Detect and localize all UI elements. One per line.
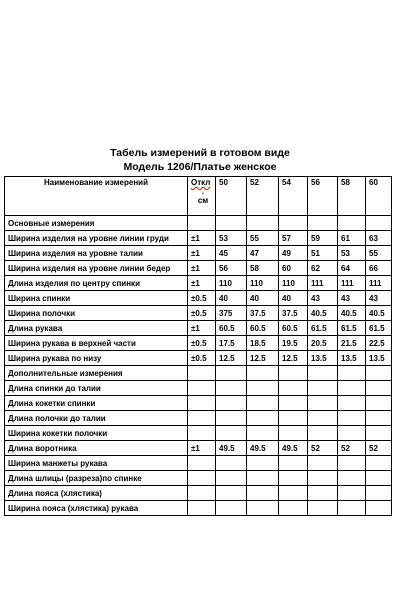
model-title: Модель 1206/Платье женское (123, 161, 277, 173)
size-value-cell: 61.5 (338, 321, 366, 336)
size-value-cell (279, 411, 308, 426)
table-row (5, 321, 392, 336)
size-value-cell: 60.5 (247, 321, 279, 336)
size-value-cell (216, 471, 247, 486)
tolerance-cell: ±0.5 (188, 291, 216, 306)
tolerance-cell (188, 366, 216, 381)
tolerance-cell (188, 486, 216, 501)
size-value-cell: 55 (366, 246, 392, 261)
size-value-cell (366, 411, 392, 426)
size-value-cell (279, 486, 308, 501)
measurement-name: Дополнительные измерения (5, 366, 188, 381)
measurement-name: Длина рукава (5, 321, 188, 336)
measurement-name: Длина полочки до талии (5, 411, 188, 426)
size-value-cell: 66 (366, 261, 392, 276)
size-value-cell (338, 396, 366, 411)
size-value-cell: 40.5 (338, 306, 366, 321)
tolerance-cell (188, 396, 216, 411)
size-value-cell (279, 396, 308, 411)
size-value-cell: 58 (247, 261, 279, 276)
tolerance-cell (188, 471, 216, 486)
size-value-cell (279, 456, 308, 471)
size-value-cell: 52 (366, 441, 392, 456)
size-value-cell (216, 426, 247, 441)
size-value-cell: 110 (247, 276, 279, 291)
size-value-cell: 60.5 (216, 321, 247, 336)
table-row (5, 411, 392, 426)
table-row (5, 396, 392, 411)
size-value-cell: 18.5 (247, 336, 279, 351)
size-value-cell: 56 (216, 261, 247, 276)
table-row (5, 471, 392, 486)
size-value-cell: 12.5 (279, 351, 308, 366)
tolerance-cell: ±1 (188, 321, 216, 336)
header-tolerance-unit: см (197, 196, 209, 205)
size-value-cell (366, 396, 392, 411)
table-row (5, 456, 392, 471)
size-value-cell: 37.5 (247, 306, 279, 321)
header-row (5, 177, 392, 216)
size-value-cell: 17.5 (216, 336, 247, 351)
size-value-cell: 20.5 (308, 336, 338, 351)
table-row (5, 381, 392, 396)
size-value-cell (308, 471, 338, 486)
size-value-cell: 110 (279, 276, 308, 291)
size-value-cell: 111 (366, 276, 392, 291)
table-row (5, 441, 392, 456)
tolerance-cell: ±1 (188, 246, 216, 261)
size-value-cell (247, 366, 279, 381)
size-value-cell: 111 (338, 276, 366, 291)
size-value-cell: 111 (308, 276, 338, 291)
section-row (5, 366, 392, 381)
size-value-cell: 63 (366, 231, 392, 246)
size-value-cell: 45 (216, 246, 247, 261)
measurement-name: Ширина полочки (5, 306, 188, 321)
size-value-cell: 37.5 (279, 306, 308, 321)
table-row (5, 336, 392, 351)
size-value-cell: 60 (279, 261, 308, 276)
size-value-cell (216, 216, 247, 231)
size-value-cell: 43 (366, 291, 392, 306)
size-value-cell (279, 366, 308, 381)
header-size: 54 (279, 177, 308, 216)
size-value-cell (338, 381, 366, 396)
size-value-cell: 53 (338, 246, 366, 261)
size-value-cell: 52 (308, 441, 338, 456)
size-value-cell: 12.5 (216, 351, 247, 366)
size-value-cell: 13.5 (366, 351, 392, 366)
tolerance-cell: ±0.5 (188, 351, 216, 366)
measurement-name: Ширина изделия на уровне талии (5, 246, 188, 261)
size-value-cell (338, 216, 366, 231)
size-value-cell (247, 426, 279, 441)
tolerance-cell: ±1 (188, 441, 216, 456)
size-value-cell (308, 486, 338, 501)
size-value-cell: 40 (216, 291, 247, 306)
measurements-table (4, 176, 392, 516)
size-value-cell (366, 426, 392, 441)
size-value-cell (366, 486, 392, 501)
size-value-cell (247, 471, 279, 486)
size-value-cell: 62 (308, 261, 338, 276)
size-value-cell: 40 (247, 291, 279, 306)
size-value-cell: 13.5 (308, 351, 338, 366)
header-size: 58 (338, 177, 366, 216)
size-value-cell: 64 (338, 261, 366, 276)
size-value-cell: 13.5 (338, 351, 366, 366)
size-value-cell (216, 411, 247, 426)
size-value-cell: 21.5 (338, 336, 366, 351)
size-value-cell: 110 (216, 276, 247, 291)
size-value-cell: 59 (308, 231, 338, 246)
size-value-cell (366, 501, 392, 516)
tolerance-cell: ±1 (188, 261, 216, 276)
section-row (5, 216, 392, 231)
size-value-cell: 40.5 (366, 306, 392, 321)
size-value-cell (216, 366, 247, 381)
size-value-cell: 375 (216, 306, 247, 321)
header-size: 56 (308, 177, 338, 216)
size-value-cell: 51 (308, 246, 338, 261)
size-value-cell (366, 216, 392, 231)
size-value-cell (338, 501, 366, 516)
size-value-cell (338, 411, 366, 426)
size-value-cell: 49.5 (247, 441, 279, 456)
size-value-cell: 61.5 (308, 321, 338, 336)
size-value-cell (338, 426, 366, 441)
size-value-cell (308, 381, 338, 396)
measurement-name: Длина воротника (5, 441, 188, 456)
size-value-cell (308, 501, 338, 516)
size-value-cell: 43 (338, 291, 366, 306)
measurement-name: Ширина пояса (хлястика) рукава (5, 501, 188, 516)
tolerance-cell (188, 501, 216, 516)
table-row (5, 246, 392, 261)
size-value-cell (308, 456, 338, 471)
size-value-cell: 52 (338, 441, 366, 456)
header-tolerance-dot: . (201, 187, 205, 196)
size-value-cell (247, 396, 279, 411)
size-value-cell: 49.5 (216, 441, 247, 456)
size-value-cell: 40 (279, 291, 308, 306)
tolerance-cell (188, 216, 216, 231)
tolerance-cell (188, 456, 216, 471)
header-size: 60 (366, 177, 392, 216)
size-value-cell (366, 366, 392, 381)
size-value-cell (366, 471, 392, 486)
size-value-cell (216, 486, 247, 501)
size-value-cell: 61 (338, 231, 366, 246)
tolerance-cell (188, 411, 216, 426)
size-value-cell (338, 456, 366, 471)
tolerance-cell: ±0.5 (188, 306, 216, 321)
measurement-name: Длина изделия по центру спинки (5, 276, 188, 291)
size-value-cell (308, 366, 338, 381)
table-row (5, 351, 392, 366)
size-value-cell: 49.5 (279, 441, 308, 456)
tolerance-cell: ±0.5 (188, 336, 216, 351)
measurement-name: Длина шлицы (разреза)по спинке (5, 471, 188, 486)
table-row (5, 291, 392, 306)
tolerance-cell: ±1 (188, 231, 216, 246)
size-value-cell: 22.5 (366, 336, 392, 351)
size-value-cell (366, 456, 392, 471)
size-value-cell (279, 216, 308, 231)
size-value-cell (279, 426, 308, 441)
size-value-cell (279, 381, 308, 396)
header-name: Наименование измерений (5, 177, 188, 216)
measurement-name: Ширина изделия на уровне линии бедер (5, 261, 188, 276)
tolerance-cell (188, 426, 216, 441)
measurement-name: Ширина манжеты рукава (5, 456, 188, 471)
size-value-cell (308, 411, 338, 426)
size-value-cell (247, 501, 279, 516)
size-value-cell (308, 216, 338, 231)
size-value-cell: 57 (279, 231, 308, 246)
size-value-cell: 53 (216, 231, 247, 246)
measurement-name: Длина спинки до талии (5, 381, 188, 396)
table-row (5, 501, 392, 516)
size-value-cell: 60.5 (279, 321, 308, 336)
size-value-cell (216, 501, 247, 516)
measurement-name: Ширина рукава по низу (5, 351, 188, 366)
measurement-name: Длина кокетки спинки (5, 396, 188, 411)
size-value-cell (216, 456, 247, 471)
size-value-cell: 19.5 (279, 336, 308, 351)
size-value-cell: 55 (247, 231, 279, 246)
table-row (5, 486, 392, 501)
measurement-name: Ширина кокетки полочки (5, 426, 188, 441)
size-value-cell (247, 381, 279, 396)
size-value-cell: 40.5 (308, 306, 338, 321)
measurement-name: Ширина спинки (5, 291, 188, 306)
size-value-cell: 12.5 (247, 351, 279, 366)
size-value-cell (308, 426, 338, 441)
size-value-cell (216, 381, 247, 396)
table-row (5, 231, 392, 246)
measurement-name: Основные измерения (5, 216, 188, 231)
size-value-cell (279, 501, 308, 516)
size-value-cell (247, 216, 279, 231)
tolerance-cell: ±1 (188, 276, 216, 291)
table-row (5, 276, 392, 291)
table-row (5, 306, 392, 321)
header-tolerance-word: Откл (191, 178, 211, 187)
header-tolerance (188, 177, 216, 216)
measurement-name: Ширина изделия на уровне линии груди (5, 231, 188, 246)
size-value-cell (338, 471, 366, 486)
tolerance-cell (188, 381, 216, 396)
size-value-cell (216, 396, 247, 411)
table-row (5, 426, 392, 441)
size-value-cell: 47 (247, 246, 279, 261)
size-value-cell (366, 381, 392, 396)
measurement-name: Ширина рукава в верхней части (5, 336, 188, 351)
size-value-cell (279, 471, 308, 486)
size-value-cell: 43 (308, 291, 338, 306)
size-value-cell (308, 396, 338, 411)
size-value-cell (338, 366, 366, 381)
size-value-cell (247, 411, 279, 426)
size-value-cell: 61.5 (366, 321, 392, 336)
size-value-cell (338, 486, 366, 501)
table-row (5, 261, 392, 276)
measurement-name: Длина пояса (хлястика) (5, 486, 188, 501)
header-size: 52 (247, 177, 279, 216)
header-size: 50 (216, 177, 247, 216)
size-value-cell (247, 486, 279, 501)
size-value-cell: 49 (279, 246, 308, 261)
table-title: Табель измерений в готовом виде (110, 147, 290, 159)
size-value-cell (247, 456, 279, 471)
